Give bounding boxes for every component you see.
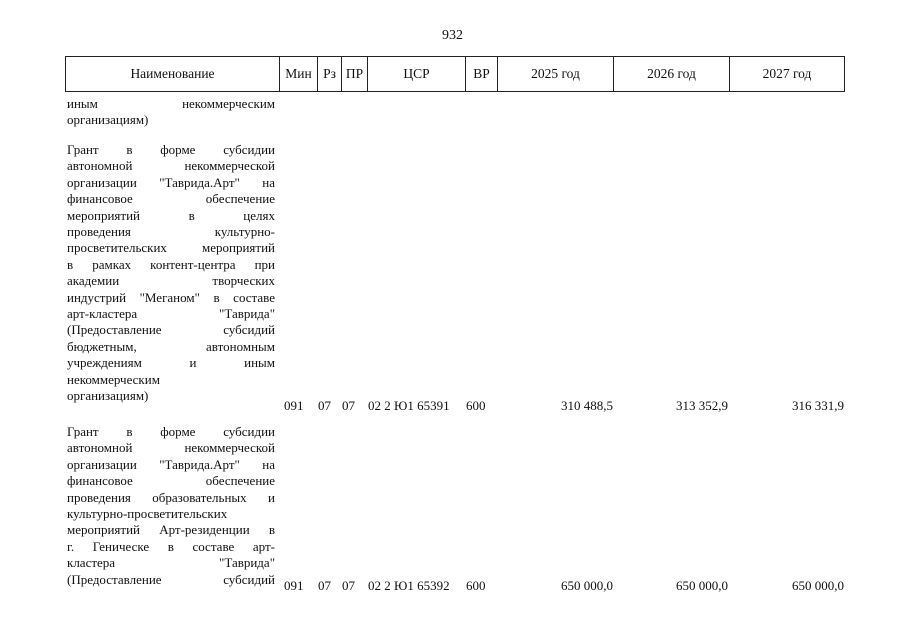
row-name [67, 424, 275, 588]
cell-min: 091 [284, 398, 304, 413]
name-line: Грант в форме субсидии [67, 424, 275, 439]
name-line: просветительских мероприятий [67, 240, 275, 256]
cell-vr: 600 [466, 578, 486, 593]
header-vr: ВР [466, 57, 498, 92]
header-2026: 2026 год [614, 57, 730, 92]
name-line: мероприятий Арт-резиденции в [67, 522, 275, 538]
table-header [65, 56, 845, 92]
name-line: академии творческих [67, 273, 275, 289]
name-line: арт-кластера "Таврида" [67, 306, 275, 322]
header-2025: 2025 год [498, 57, 614, 92]
name-line: индустрий "Меганом" в составе [67, 289, 275, 305]
header-name: Наименование [66, 57, 280, 92]
name-line: учреждениям и иным [67, 355, 275, 371]
name-line: финансовое обеспечение [67, 473, 275, 489]
name-line: автономной некоммерческой [67, 158, 275, 174]
name-line: иным некоммерческим [67, 96, 275, 111]
name-line: кластера "Таврида" [67, 555, 275, 571]
name-line: культурно-просветительских [67, 506, 228, 522]
name-line: организациям) [67, 112, 149, 128]
cell-rz: 07 [318, 578, 331, 593]
page-number: 932 [442, 28, 463, 43]
name-line: (Предоставление субсидий [67, 571, 275, 587]
cell-2026: 650 000,0 [676, 578, 728, 593]
header-min: Мин [280, 57, 318, 92]
name-line: бюджетным, автономным [67, 338, 275, 354]
name-line: г. Геническе в составе арт- [67, 538, 275, 554]
name-line: организациям) [67, 388, 149, 404]
cell-2025: 650 000,0 [561, 578, 613, 593]
name-line: в рамках контент-центра при [67, 256, 275, 272]
name-line: автономной некоммерческой [67, 440, 275, 456]
cell-vr: 600 [466, 398, 486, 413]
header-rz: Рз [318, 57, 342, 92]
cell-2027: 316 331,9 [792, 398, 844, 413]
name-line: финансовое обеспечение [67, 191, 275, 207]
header-pr: ПР [342, 57, 368, 92]
cell-2025: 310 488,5 [561, 398, 613, 413]
row-name [67, 142, 275, 405]
header-csr: ЦСР [368, 57, 466, 92]
name-line: Грант в форме субсидии [67, 142, 275, 157]
name-line: проведения образовательных и [67, 489, 275, 505]
cell-pr: 07 [342, 578, 355, 593]
row-name [67, 96, 275, 129]
name-line: проведения культурно- [67, 224, 275, 240]
header-2027: 2027 год [730, 57, 845, 92]
cell-2026: 313 352,9 [676, 398, 728, 413]
cell-csr: 02 2 Ю1 65392 [368, 578, 450, 593]
cell-pr: 07 [342, 398, 355, 413]
cell-2027: 650 000,0 [792, 578, 844, 593]
cell-min: 091 [284, 578, 304, 593]
name-line: мероприятий в целях [67, 207, 275, 223]
name-line: (Предоставление субсидий [67, 322, 275, 338]
name-line: организации "Таврида.Арт" на [67, 456, 275, 472]
cell-csr: 02 2 Ю1 65391 [368, 398, 450, 413]
name-line: некоммерческим [67, 371, 160, 387]
name-line: организации "Таврида.Арт" на [67, 174, 275, 190]
cell-rz: 07 [318, 398, 331, 413]
